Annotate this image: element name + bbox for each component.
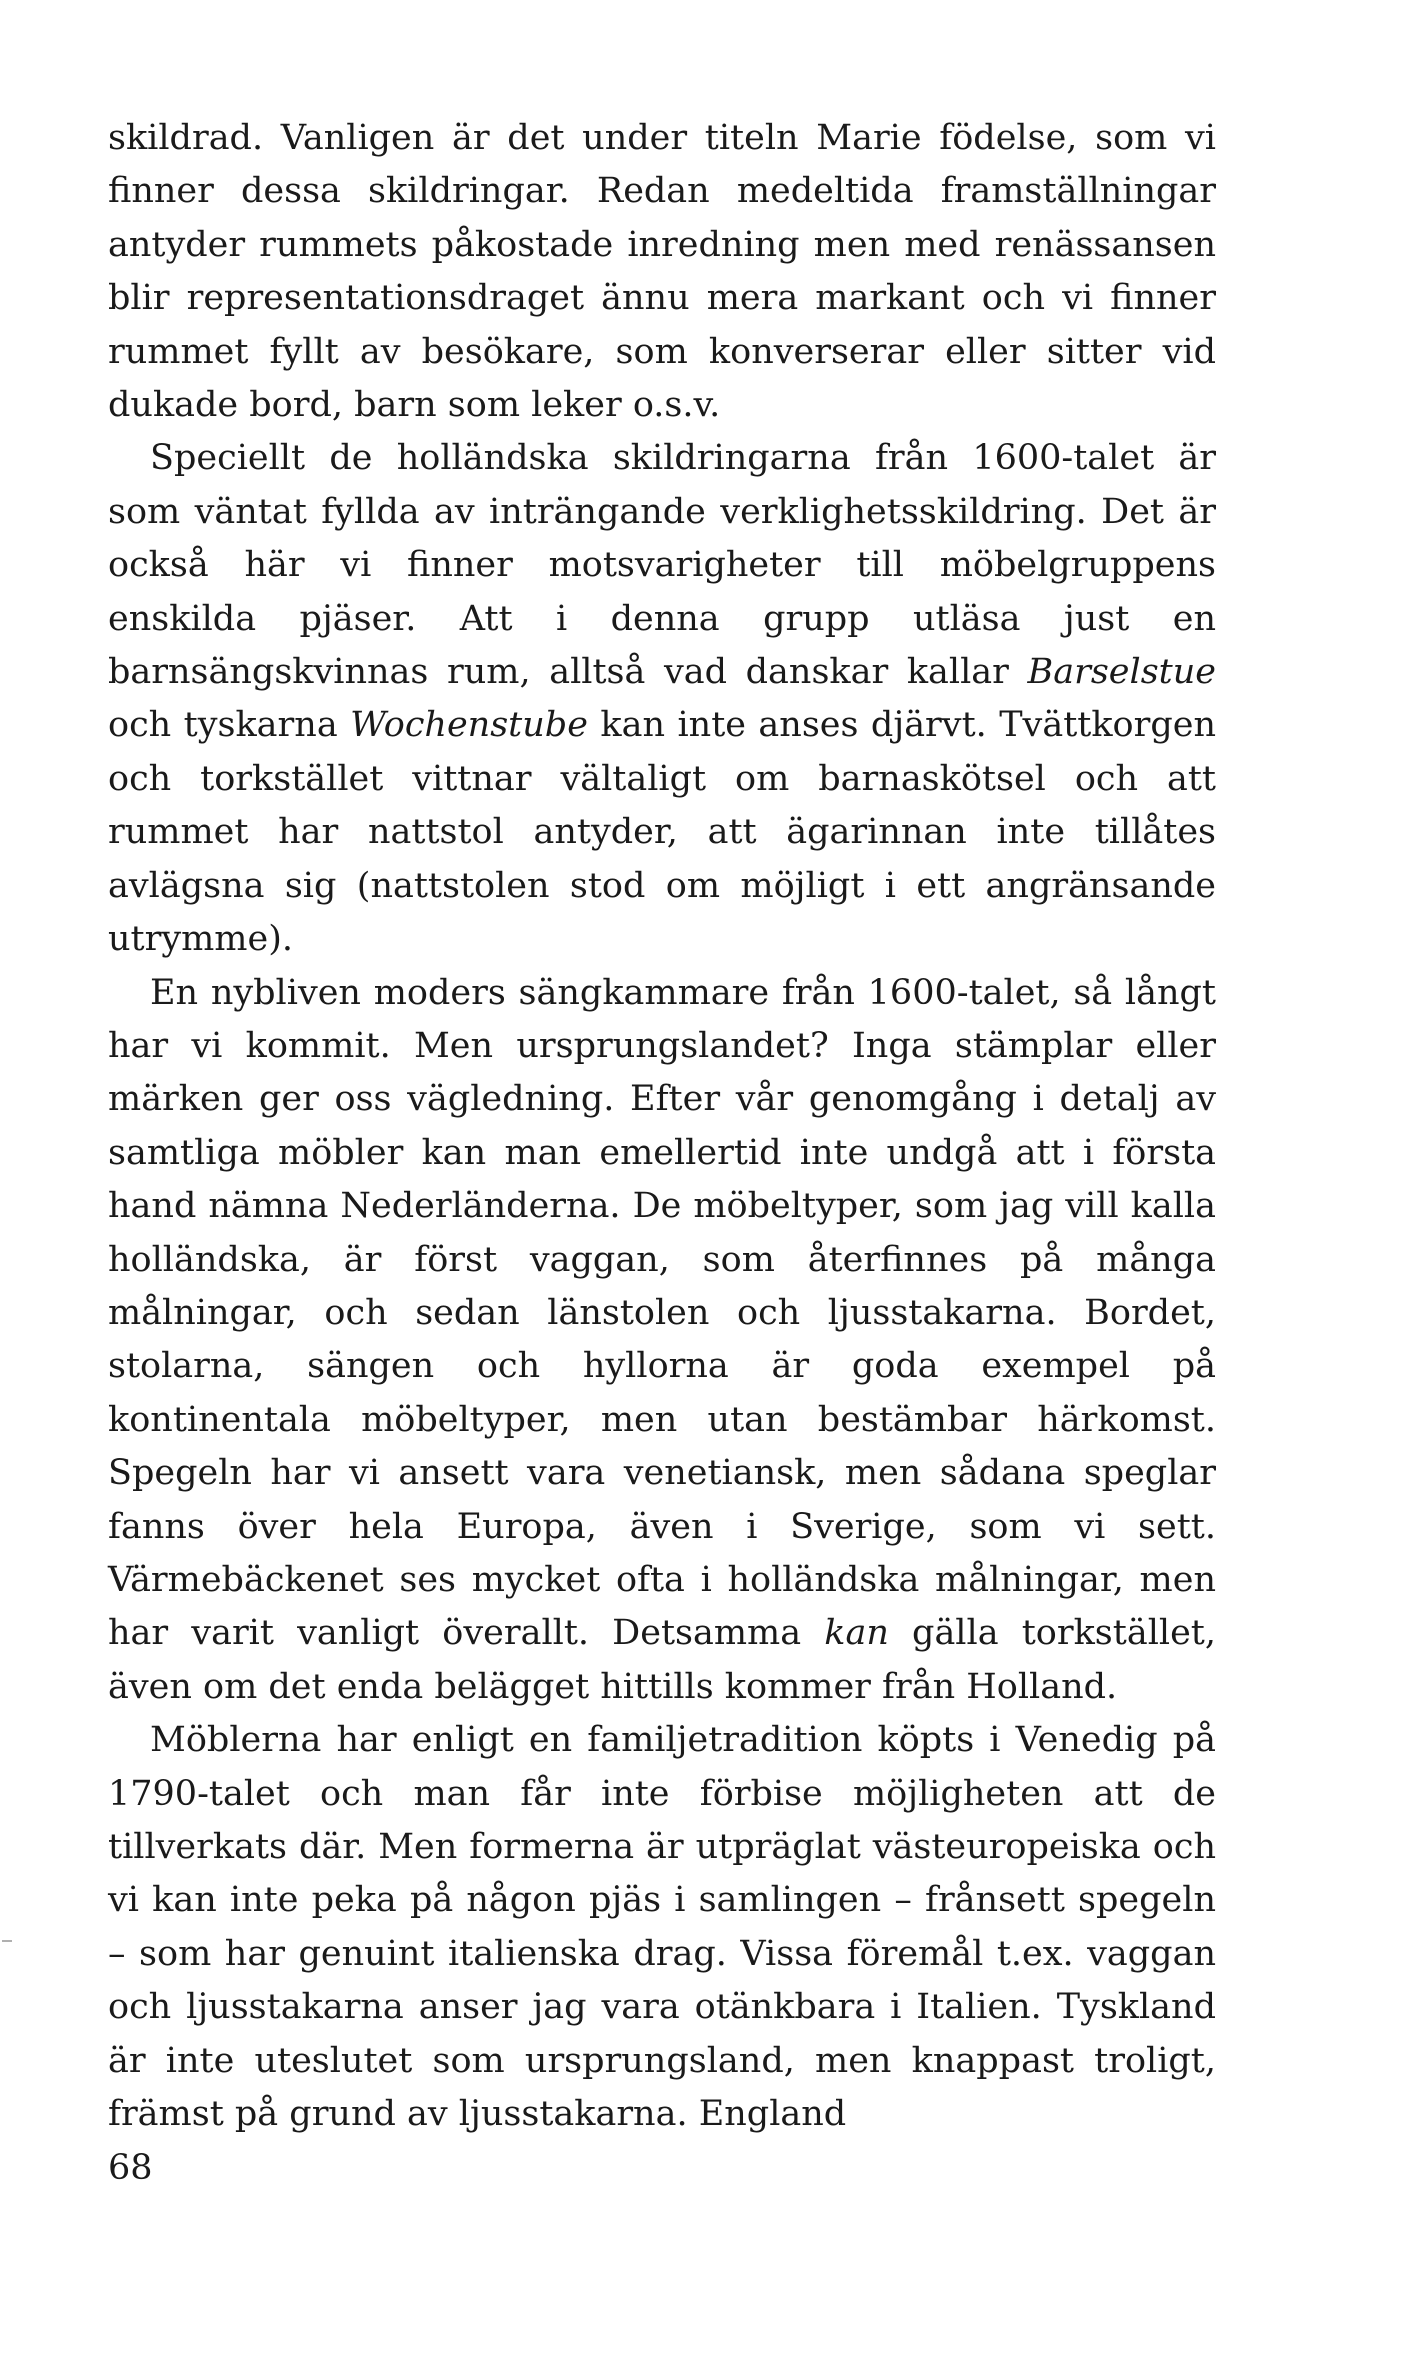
paragraph-2-text-b: och tyskarna <box>108 705 351 746</box>
emphasis-kan: kan <box>824 1613 889 1654</box>
paragraph-3 <box>108 967 1216 1715</box>
paragraph-2-text-c: kan inte anses djärvt. Tvättkorgen och torkstället vittnar vältaligt om barnaskötsel och att rummet har nattstol antyder, att ägarinnan inte tillåtes avlägsna sig (nattstolen stod om möjligt i ett angränsande utrymme). <box>108 705 1216 960</box>
paragraph-1 <box>108 112 1216 432</box>
paragraph-3-text-a: En nybliven moders sängkammare från 1600-talet, så långt har vi kommit. Men ursprungslandet? Inga stämplar eller märken ger oss vägledning. Efter vår genomgång i detalj av samtliga möbler kan man emellertid inte undgå att i första hand nämna Nederländerna. De möbeltyper, som jag vill kalla holländska, är först vaggan, som återfinnes på många målningar, och sedan länstolen och ljusstakarna. Bordet, stolarna, sängen och hyllorna är goda exempel på kontinentala möbeltyper, men utan bestämbar härkomst. Spegeln har vi ansett vara venetiansk, men sådana speglar fanns över hela Europa, även i Sverige, som vi sett. Värmebäckenet ses mycket ofta i holländska målningar, men har varit vanligt överallt. Detsamma <box>108 972 1216 1654</box>
page-number: 68 <box>108 2148 153 2188</box>
paragraph-4 <box>108 1714 1216 2141</box>
paragraph-4-text: Möblerna har enligt en familjetradition köpts i Venedig på 1790-talet och man får inte förbise möjligheten att de tillverkats där. Men formerna är utpräglat västeuropeiska och vi kan inte peka på någon pjäs i samlingen – frånsett spegeln – som har genuint italienska drag. Vissa föremål t.ex. vaggan och ljusstakarna anser jag vara otänkbara i Italien. Tyskland är inte uteslutet som ursprungsland, men knappast troligt, främst på grund av ljusstakarna. England <box>108 1720 1216 2135</box>
paragraph-3-text-b: gälla torkstället, även om det enda belägget hittills kommer från Holland. <box>108 1613 1216 1707</box>
paragraph-2-text-a: Speciellt de holländska skildringarna från 1600-talet är som väntat fyllda av inträngande verklighetsskildring. Det är också här vi finner motsvarigheter till möbelgruppens enskilda pjäser. Att i denna grupp utläsa just en barnsängskvinnas rum, alltså vad danskar kallar <box>108 438 1216 693</box>
term-wochenstube: Wochenstube <box>350 705 588 746</box>
margin-mark <box>2 1940 12 1942</box>
term-barselstue: Barselstue <box>1027 652 1216 693</box>
paragraph-2 <box>108 432 1216 966</box>
paragraph-1-text: skildrad. Vanligen är det under titeln Marie födelse, som vi finner dessa skildringar. Redan medeltida framställningar antyder rummets påkostade inredning men med renässansen blir representationsdraget ännu mera markant och vi finner rummet fyllt av besökare, som konverserar eller sitter vid dukade bord, barn som leker o.s.v. <box>108 118 1216 426</box>
body-text <box>108 112 1216 2141</box>
